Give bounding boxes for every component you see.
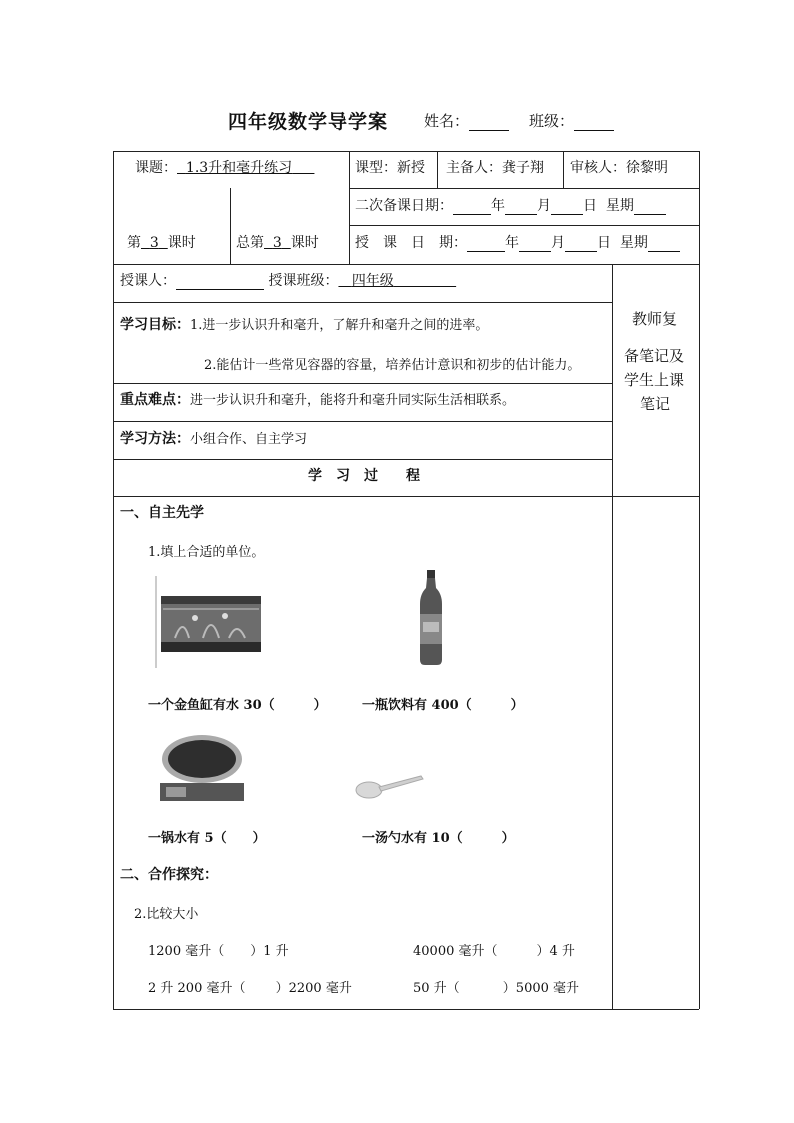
year-blank[interactable] [467, 235, 505, 252]
compare-item-4: 50 升（ ）5000 毫升 [413, 981, 580, 996]
weekday-label: 星期 [619, 235, 648, 251]
period-number: 3 [149, 235, 159, 251]
teach-class-label: 授课班级： [268, 273, 339, 289]
lesson-type-cell [355, 157, 425, 177]
topic-text: 1.3升和毫升练习 [185, 160, 293, 176]
period-prefix: 第 [127, 235, 141, 251]
lesson-type-value: 新授 [397, 160, 425, 176]
spoon-image [355, 772, 425, 802]
total-prefix: 总第 [236, 235, 264, 251]
day-blank[interactable] [565, 235, 597, 252]
topic-value[interactable] [177, 160, 314, 176]
month-blank[interactable] [519, 235, 551, 252]
compare-item-3: 2 升 200 毫升（ ）2200 毫升 [148, 981, 352, 996]
key-points [120, 389, 515, 409]
reviewer-cell [570, 157, 668, 177]
total-suffix: 课时 [290, 235, 319, 251]
fish-tank-question: 一个金鱼缸有水 30（ ） [148, 698, 327, 713]
reviewer-value: 徐黎明 [626, 160, 668, 176]
page-title: 四年级数学导学案 [228, 111, 389, 133]
day-label: 日 [583, 198, 597, 214]
weekday-blank[interactable] [648, 235, 680, 252]
second-prep-date [355, 195, 666, 215]
preparer-cell [446, 157, 544, 177]
side-note-line2: 备笔记及 [624, 347, 685, 365]
section2-heading: 二、合作探究： [120, 867, 218, 883]
class-label: 班级： [529, 112, 575, 130]
methods [120, 428, 307, 448]
teach-class-value[interactable] [338, 273, 456, 289]
side-note-line3: 学生上课 [624, 371, 685, 389]
reviewer-label: 审核人： [570, 160, 626, 176]
weekday-label: 星期 [605, 198, 634, 214]
question-1: 1.填上合适的单位。 [148, 545, 265, 560]
total-value[interactable] [264, 235, 291, 251]
key-points-text: 进一步认识升和毫升，能将升和毫升同实际生活相联系。 [190, 393, 516, 408]
teach-date [355, 232, 680, 252]
topic-cell [135, 157, 314, 177]
methods-label: 学习方法： [120, 431, 190, 447]
side-note-line1: 教师复 [632, 310, 678, 328]
lesson-type-label: 课型： [355, 160, 397, 176]
methods-text: 小组合作、自主学习 [190, 432, 308, 447]
side-note-line4: 笔记 [640, 395, 671, 413]
period-suffix: 课时 [167, 235, 196, 251]
class-field[interactable] [529, 110, 614, 131]
name-field[interactable] [424, 110, 509, 131]
goals-label: 学习目标： [120, 317, 190, 333]
pot-question: 一锅水有 5（ ） [148, 831, 266, 846]
key-points-label: 重点难点： [120, 392, 190, 408]
second-prep-label: 二次备课日期： [355, 198, 453, 214]
teacher-cell [120, 270, 456, 290]
name-blank[interactable] [469, 114, 509, 131]
preparer-value: 龚子翔 [502, 160, 544, 176]
question-2: 2.比较大小 [134, 907, 199, 922]
month-blank[interactable] [505, 198, 537, 215]
teacher-label: 授课人： [120, 273, 176, 289]
year-blank[interactable] [453, 198, 491, 215]
total-number: 3 [272, 235, 282, 251]
compare-item-2: 40000 毫升（ ）4 升 [413, 944, 575, 959]
day-label: 日 [597, 235, 611, 251]
teacher-blank[interactable] [176, 273, 264, 290]
drink-bottle-image [418, 570, 444, 666]
month-label: 月 [537, 198, 551, 214]
spoon-question: 一汤勺水有 10（ ） [362, 831, 515, 846]
period-cell [127, 232, 196, 252]
compare-item-1: 1200 毫升（ ）1 升 [148, 944, 289, 959]
weekday-blank[interactable] [634, 198, 666, 215]
section1-heading: 一、自主先学 [120, 505, 204, 521]
name-label: 姓名： [424, 112, 470, 130]
goals-line1 [120, 314, 488, 334]
year-label: 年 [491, 198, 505, 214]
month-label: 月 [551, 235, 565, 251]
total-period-cell [236, 232, 319, 252]
fish-tank-image [155, 576, 265, 668]
drink-question: 一瓶饮料有 400（ ） [362, 698, 524, 713]
teach-date-label: 授 课 日 期： [355, 235, 467, 251]
preparer-label: 主备人： [446, 160, 502, 176]
year-label: 年 [505, 235, 519, 251]
day-blank[interactable] [551, 198, 583, 215]
teach-class-text: 四年级 [351, 273, 394, 289]
pot-image [160, 733, 244, 801]
goal-item-1: 1.进一步认识升和毫升，了解升和毫升之间的进率。 [190, 318, 489, 333]
topic-label: 课题： [135, 160, 177, 176]
goal-item-2: 2.能估计一些常见容器的容量，培养估计意识和初步的估计能力。 [204, 358, 581, 373]
class-blank[interactable] [574, 114, 614, 131]
period-value[interactable] [141, 235, 168, 251]
process-heading: 学 习 过 程 [308, 468, 420, 484]
